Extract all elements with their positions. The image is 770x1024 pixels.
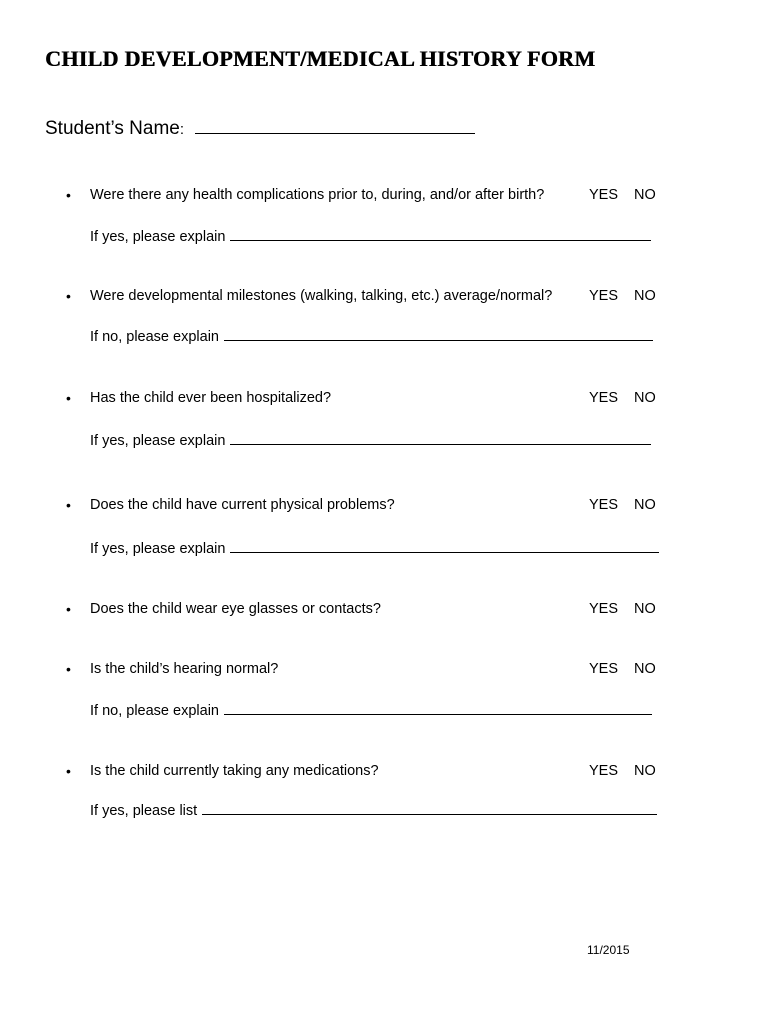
bullet: • bbox=[66, 497, 71, 513]
follow-up-row bbox=[90, 541, 659, 563]
question-row bbox=[0, 187, 770, 209]
form-title: CHILD DEVELOPMENT/MEDICAL HISTORY FORM bbox=[45, 46, 596, 71]
no-option[interactable]: NO bbox=[634, 390, 656, 406]
yes-option[interactable]: YES bbox=[589, 288, 619, 304]
yes-option[interactable]: YES bbox=[589, 497, 619, 513]
student-name-label: Student’s Name bbox=[45, 118, 180, 139]
explain-field[interactable] bbox=[224, 713, 652, 715]
no-option[interactable]: NO bbox=[634, 763, 656, 779]
yes-option[interactable]: YES bbox=[589, 390, 619, 406]
follow-up-row bbox=[90, 433, 651, 455]
follow-up-label: If yes, please explain bbox=[90, 541, 226, 557]
bullet: • bbox=[66, 763, 71, 779]
question-text: Does the child have current physical problems? bbox=[90, 497, 395, 513]
follow-up-label: If no, please explain bbox=[90, 329, 219, 345]
question-row bbox=[0, 763, 770, 785]
explain-field[interactable] bbox=[230, 443, 651, 445]
question-row bbox=[0, 390, 770, 412]
question-text: Is the child currently taking any medications? bbox=[90, 763, 379, 779]
question-row bbox=[0, 288, 770, 310]
yes-option[interactable]: YES bbox=[589, 661, 619, 677]
no-option[interactable]: NO bbox=[634, 661, 656, 677]
bullet: • bbox=[66, 288, 71, 304]
bullet: • bbox=[66, 601, 71, 617]
explain-field[interactable] bbox=[230, 551, 659, 553]
follow-up-label: If yes, please explain bbox=[90, 433, 226, 449]
yes-option[interactable]: YES bbox=[589, 187, 619, 203]
yes-option[interactable]: YES bbox=[589, 763, 619, 779]
student-name-row bbox=[45, 118, 475, 140]
explain-field[interactable] bbox=[224, 339, 653, 341]
question-row bbox=[0, 497, 770, 519]
yes-option[interactable]: YES bbox=[589, 601, 619, 617]
student-name-field[interactable] bbox=[195, 132, 475, 134]
follow-up-row bbox=[90, 329, 653, 351]
follow-up-label: If no, please explain bbox=[90, 703, 219, 719]
follow-up-label: If yes, please explain bbox=[90, 229, 226, 245]
follow-up-row bbox=[90, 229, 651, 251]
explain-field[interactable] bbox=[230, 239, 651, 241]
question-row bbox=[0, 661, 770, 683]
bullet: • bbox=[66, 187, 71, 203]
revision-date: 11/2015 bbox=[587, 943, 630, 957]
no-option[interactable]: NO bbox=[634, 601, 656, 617]
bullet: • bbox=[66, 390, 71, 406]
medications-list-field[interactable] bbox=[202, 813, 657, 815]
follow-up-row bbox=[90, 703, 652, 725]
question-row bbox=[0, 601, 770, 623]
no-option[interactable]: NO bbox=[634, 288, 656, 304]
question-text: Does the child wear eye glasses or contacts? bbox=[90, 601, 381, 617]
no-option[interactable]: NO bbox=[634, 187, 656, 203]
follow-up-label: If yes, please list bbox=[90, 803, 198, 819]
no-option[interactable]: NO bbox=[634, 497, 656, 513]
student-name-colon: : bbox=[179, 121, 185, 138]
follow-up-row bbox=[90, 803, 657, 825]
bullet: • bbox=[66, 661, 71, 677]
question-text: Has the child ever been hospitalized? bbox=[90, 390, 332, 406]
question-text: Were developmental milestones (walking, talking, etc.) average/normal? bbox=[90, 288, 553, 304]
question-text: Were there any health complications prior to, during, and/or after birth? bbox=[90, 187, 545, 203]
question-text: Is the child’s hearing normal? bbox=[90, 661, 279, 677]
